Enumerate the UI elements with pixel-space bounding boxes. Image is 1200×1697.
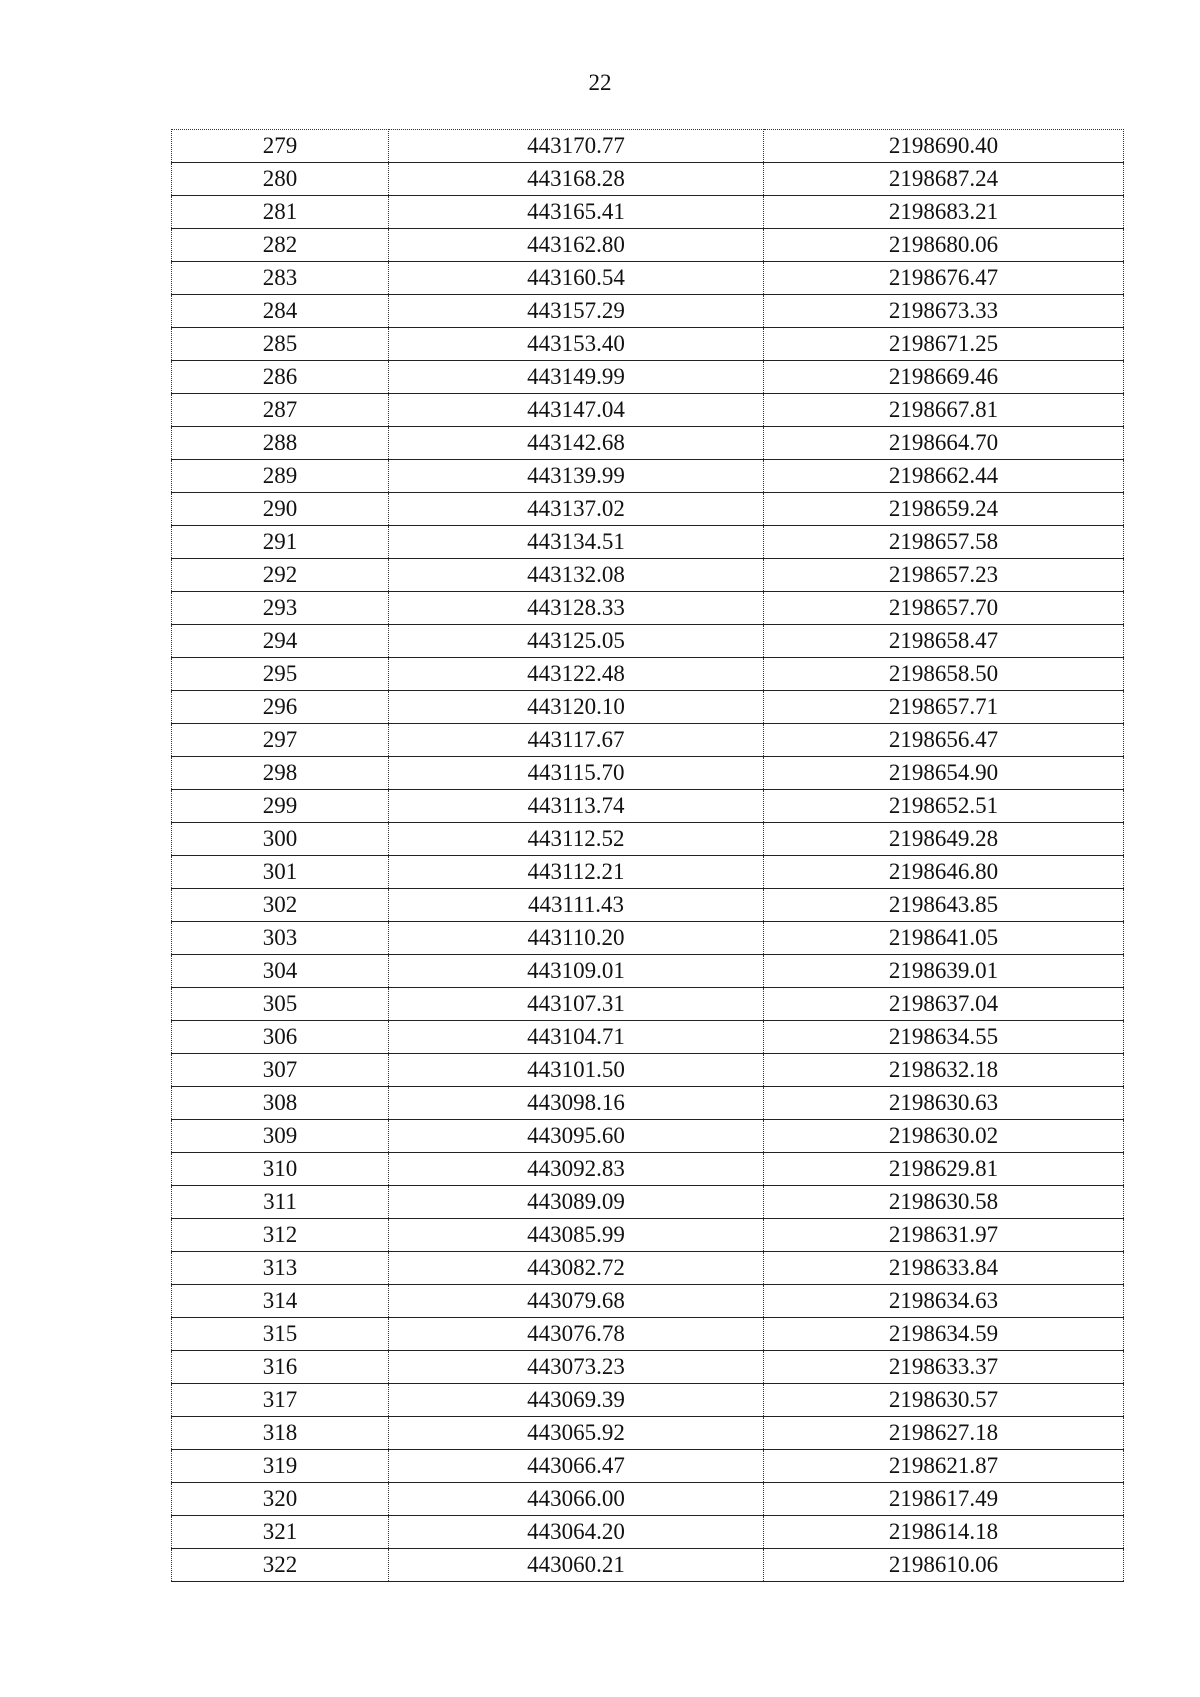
table-row [172, 361, 1124, 394]
point-number-cell: 279 [172, 130, 389, 163]
point-number-cell: 320 [172, 1483, 389, 1516]
point-number-cell: 318 [172, 1417, 389, 1450]
point-number-cell: 308 [172, 1087, 389, 1120]
y-coordinate-cell: 2198634.55 [764, 1021, 1124, 1054]
x-coordinate-cell: 443066.47 [389, 1450, 764, 1483]
y-coordinate-cell: 2198630.57 [764, 1384, 1124, 1417]
y-coordinate-cell: 2198621.87 [764, 1450, 1124, 1483]
point-number-cell: 294 [172, 625, 389, 658]
x-coordinate-cell: 443098.16 [389, 1087, 764, 1120]
x-coordinate-cell: 443168.28 [389, 163, 764, 196]
x-coordinate-cell: 443065.92 [389, 1417, 764, 1450]
y-coordinate-cell: 2198629.81 [764, 1153, 1124, 1186]
y-coordinate-cell: 2198610.06 [764, 1549, 1124, 1582]
y-coordinate-cell: 2198617.49 [764, 1483, 1124, 1516]
y-coordinate-cell: 2198630.58 [764, 1186, 1124, 1219]
x-coordinate-cell: 443073.23 [389, 1351, 764, 1384]
x-coordinate-cell: 443110.20 [389, 922, 764, 955]
table-row [172, 1252, 1124, 1285]
point-number-cell: 293 [172, 592, 389, 625]
point-number-cell: 291 [172, 526, 389, 559]
y-coordinate-cell: 2198630.02 [764, 1120, 1124, 1153]
y-coordinate-cell: 2198641.05 [764, 922, 1124, 955]
y-coordinate-cell: 2198637.04 [764, 988, 1124, 1021]
y-coordinate-cell: 2198632.18 [764, 1054, 1124, 1087]
x-coordinate-cell: 443076.78 [389, 1318, 764, 1351]
table-row [172, 1054, 1124, 1087]
table-row [172, 691, 1124, 724]
table-row [172, 757, 1124, 790]
point-number-cell: 281 [172, 196, 389, 229]
point-number-cell: 290 [172, 493, 389, 526]
point-number-cell: 307 [172, 1054, 389, 1087]
point-number-cell: 305 [172, 988, 389, 1021]
point-number-cell: 286 [172, 361, 389, 394]
point-number-cell: 299 [172, 790, 389, 823]
x-coordinate-cell: 443112.52 [389, 823, 764, 856]
x-coordinate-cell: 443142.68 [389, 427, 764, 460]
table-row [172, 1153, 1124, 1186]
point-number-cell: 289 [172, 460, 389, 493]
table-row [172, 988, 1124, 1021]
table-row [172, 1483, 1124, 1516]
x-coordinate-cell: 443066.00 [389, 1483, 764, 1516]
y-coordinate-cell: 2198657.71 [764, 691, 1124, 724]
y-coordinate-cell: 2198667.81 [764, 394, 1124, 427]
point-number-cell: 306 [172, 1021, 389, 1054]
x-coordinate-cell: 443079.68 [389, 1285, 764, 1318]
table-row [172, 1219, 1124, 1252]
x-coordinate-cell: 443157.29 [389, 295, 764, 328]
y-coordinate-cell: 2198658.50 [764, 658, 1124, 691]
page-number: 22 [588, 70, 612, 95]
table-row [172, 328, 1124, 361]
point-number-cell: 292 [172, 559, 389, 592]
x-coordinate-cell: 443113.74 [389, 790, 764, 823]
x-coordinate-cell: 443060.21 [389, 1549, 764, 1582]
y-coordinate-cell: 2198614.18 [764, 1516, 1124, 1549]
y-coordinate-cell: 2198639.01 [764, 955, 1124, 988]
y-coordinate-cell: 2198658.47 [764, 625, 1124, 658]
x-coordinate-cell: 443147.04 [389, 394, 764, 427]
x-coordinate-cell: 443160.54 [389, 262, 764, 295]
table-row [172, 526, 1124, 559]
x-coordinate-cell: 443109.01 [389, 955, 764, 988]
x-coordinate-cell: 443115.70 [389, 757, 764, 790]
x-coordinate-cell: 443095.60 [389, 1120, 764, 1153]
y-coordinate-cell: 2198671.25 [764, 328, 1124, 361]
point-number-cell: 315 [172, 1318, 389, 1351]
table-row [172, 460, 1124, 493]
point-number-cell: 298 [172, 757, 389, 790]
point-number-cell: 301 [172, 856, 389, 889]
y-coordinate-cell: 2198631.97 [764, 1219, 1124, 1252]
point-number-cell: 284 [172, 295, 389, 328]
point-number-cell: 302 [172, 889, 389, 922]
x-coordinate-cell: 443134.51 [389, 526, 764, 559]
x-coordinate-cell: 443162.80 [389, 229, 764, 262]
table-row [172, 658, 1124, 691]
x-coordinate-cell: 443092.83 [389, 1153, 764, 1186]
coordinates-table [171, 129, 1124, 1582]
point-number-cell: 283 [172, 262, 389, 295]
y-coordinate-cell: 2198673.33 [764, 295, 1124, 328]
point-number-cell: 296 [172, 691, 389, 724]
x-coordinate-cell: 443120.10 [389, 691, 764, 724]
point-number-cell: 316 [172, 1351, 389, 1384]
x-coordinate-cell: 443107.31 [389, 988, 764, 1021]
table-row [172, 592, 1124, 625]
point-number-cell: 319 [172, 1450, 389, 1483]
y-coordinate-cell: 2198630.63 [764, 1087, 1124, 1120]
table-row [172, 955, 1124, 988]
table-row [172, 1384, 1124, 1417]
point-number-cell: 310 [172, 1153, 389, 1186]
y-coordinate-cell: 2198669.46 [764, 361, 1124, 394]
y-coordinate-cell: 2198680.06 [764, 229, 1124, 262]
table-row [172, 559, 1124, 592]
table-row [172, 196, 1124, 229]
x-coordinate-cell: 443101.50 [389, 1054, 764, 1087]
x-coordinate-cell: 443117.67 [389, 724, 764, 757]
y-coordinate-cell: 2198627.18 [764, 1417, 1124, 1450]
y-coordinate-cell: 2198664.70 [764, 427, 1124, 460]
y-coordinate-cell: 2198657.23 [764, 559, 1124, 592]
table-row [172, 493, 1124, 526]
table-row [172, 1186, 1124, 1219]
table-row [172, 163, 1124, 196]
x-coordinate-cell: 443128.33 [389, 592, 764, 625]
table-row [172, 1417, 1124, 1450]
y-coordinate-cell: 2198634.59 [764, 1318, 1124, 1351]
y-coordinate-cell: 2198633.84 [764, 1252, 1124, 1285]
y-coordinate-cell: 2198676.47 [764, 262, 1124, 295]
x-coordinate-cell: 443125.05 [389, 625, 764, 658]
y-coordinate-cell: 2198633.37 [764, 1351, 1124, 1384]
y-coordinate-cell: 2198662.44 [764, 460, 1124, 493]
table-row [172, 295, 1124, 328]
point-number-cell: 313 [172, 1252, 389, 1285]
y-coordinate-cell: 2198659.24 [764, 493, 1124, 526]
point-number-cell: 304 [172, 955, 389, 988]
x-coordinate-cell: 443122.48 [389, 658, 764, 691]
x-coordinate-cell: 443064.20 [389, 1516, 764, 1549]
point-number-cell: 309 [172, 1120, 389, 1153]
y-coordinate-cell: 2198649.28 [764, 823, 1124, 856]
point-number-cell: 312 [172, 1219, 389, 1252]
table-row [172, 130, 1124, 163]
point-number-cell: 282 [172, 229, 389, 262]
x-coordinate-cell: 443089.09 [389, 1186, 764, 1219]
point-number-cell: 311 [172, 1186, 389, 1219]
y-coordinate-cell: 2198654.90 [764, 757, 1124, 790]
x-coordinate-cell: 443153.40 [389, 328, 764, 361]
x-coordinate-cell: 443111.43 [389, 889, 764, 922]
point-number-cell: 303 [172, 922, 389, 955]
table-row [172, 889, 1124, 922]
table-row [172, 1318, 1124, 1351]
y-coordinate-cell: 2198683.21 [764, 196, 1124, 229]
point-number-cell: 300 [172, 823, 389, 856]
point-number-cell: 280 [172, 163, 389, 196]
x-coordinate-cell: 443139.99 [389, 460, 764, 493]
point-number-cell: 314 [172, 1285, 389, 1318]
table-row [172, 394, 1124, 427]
table-row [172, 1087, 1124, 1120]
point-number-cell: 321 [172, 1516, 389, 1549]
point-number-cell: 322 [172, 1549, 389, 1582]
y-coordinate-cell: 2198687.24 [764, 163, 1124, 196]
table-row [172, 1120, 1124, 1153]
table-row [172, 823, 1124, 856]
x-coordinate-cell: 443104.71 [389, 1021, 764, 1054]
coordinates-table-body [172, 130, 1124, 1582]
point-number-cell: 285 [172, 328, 389, 361]
table-row [172, 922, 1124, 955]
point-number-cell: 288 [172, 427, 389, 460]
y-coordinate-cell: 2198646.80 [764, 856, 1124, 889]
table-row [172, 1450, 1124, 1483]
y-coordinate-cell: 2198657.70 [764, 592, 1124, 625]
x-coordinate-cell: 443149.99 [389, 361, 764, 394]
x-coordinate-cell: 443069.39 [389, 1384, 764, 1417]
table-row [172, 1021, 1124, 1054]
table-row [172, 1285, 1124, 1318]
table-row [172, 856, 1124, 889]
y-coordinate-cell: 2198652.51 [764, 790, 1124, 823]
table-row [172, 427, 1124, 460]
point-number-cell: 317 [172, 1384, 389, 1417]
table-row [172, 625, 1124, 658]
x-coordinate-cell: 443165.41 [389, 196, 764, 229]
table-row [172, 790, 1124, 823]
y-coordinate-cell: 2198634.63 [764, 1285, 1124, 1318]
x-coordinate-cell: 443082.72 [389, 1252, 764, 1285]
y-coordinate-cell: 2198656.47 [764, 724, 1124, 757]
point-number-cell: 297 [172, 724, 389, 757]
y-coordinate-cell: 2198657.58 [764, 526, 1124, 559]
x-coordinate-cell: 443085.99 [389, 1219, 764, 1252]
x-coordinate-cell: 443112.21 [389, 856, 764, 889]
table-row [172, 1549, 1124, 1582]
table-row [172, 1516, 1124, 1549]
table-row [172, 262, 1124, 295]
x-coordinate-cell: 443132.08 [389, 559, 764, 592]
x-coordinate-cell: 443170.77 [389, 130, 764, 163]
table-row [172, 724, 1124, 757]
table-row [172, 229, 1124, 262]
y-coordinate-cell: 2198643.85 [764, 889, 1124, 922]
point-number-cell: 295 [172, 658, 389, 691]
point-number-cell: 287 [172, 394, 389, 427]
x-coordinate-cell: 443137.02 [389, 493, 764, 526]
table-row [172, 1351, 1124, 1384]
y-coordinate-cell: 2198690.40 [764, 130, 1124, 163]
